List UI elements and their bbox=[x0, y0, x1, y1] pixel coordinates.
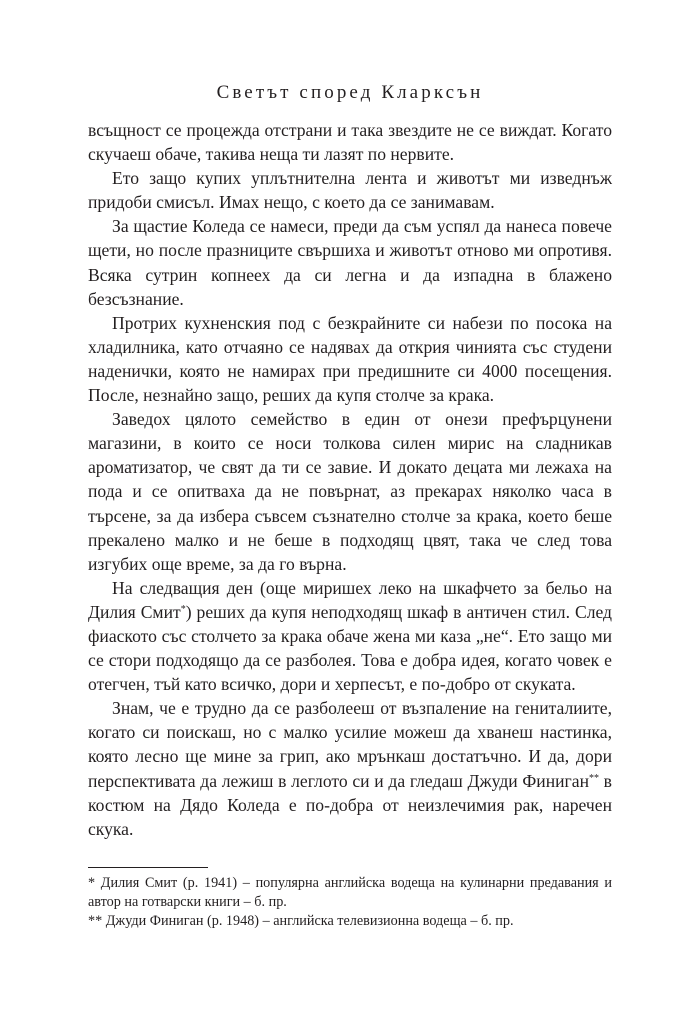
paragraph-with-footnote-ref bbox=[88, 576, 612, 696]
paragraph: Ето защо купих уплътнителна лента и животът ми изведнъж придоби смисъл. Имах нещо, с което да се занимавам. bbox=[88, 168, 612, 213]
paragraph: Заведох цялото семейство в един от онези префърцунени магазини, в които се носи толкова силен мирис на сладникав ароматизатор, че свят да ти се завие. И докато децата ми лежаха на пода и се опитваха да не повърнат, аз прекарах няколко часа в търсене, за да избера съвсем съзнателно столче за крака, което беше прекалено малко и не беше в подходящ цвят, така че след това изгубих още време, за да го върна. bbox=[88, 409, 612, 574]
footnote: * Дилия Смит (р. 1941) – популярна английска водеща на кулинарни предавания и автор на готварски книги – б. пр. bbox=[88, 875, 612, 910]
paragraph-text: в костюм на Дядо Коледа е по-добра от неизлечимия рак, наречен скука. bbox=[88, 770, 612, 839]
body-text bbox=[88, 118, 612, 841]
paragraph-text: ) реших да купя неподходящ шкаф в античен стил. След фиаското със столчето за крака обаче жена ми каза „не“. Ето защо ми се стори подходящо да се разболея. Това е добра идея, когато човек е отегчен, тъй като всичко, дори и херпесът, е по-добро от скуката. bbox=[88, 601, 613, 695]
paragraph-continued: всъщност се процежда отстрани и така звездите не се виждат. Когато скучаеш обаче, такива неща ти лазят по нервите. bbox=[88, 120, 612, 165]
paragraph-text: На следващия ден (още миришех леко на шкафчето за бельо на Дилия Смит bbox=[88, 577, 612, 622]
running-head-title: Светът според Кларксън bbox=[216, 82, 484, 103]
footnote-reference: * bbox=[180, 603, 186, 615]
footnote-divider bbox=[88, 867, 208, 868]
paragraph: Протрих кухненския под с безкрайните си набези по посока на хладилника, като отчаяно се надявах да открия чинията със студени наденички, която не намирах при предишните си 4000 посещения. После, незнайно защо, реших да купя столче за крака. bbox=[88, 312, 612, 406]
footnotes bbox=[88, 874, 612, 931]
paragraph-with-footnote-ref bbox=[88, 696, 612, 841]
paragraph-text: Знам, че е трудно да се разболееш от възпаление на гениталиите, когато си поискаш, но с малко усилие можеш да хванеш настинка, която лесно ще мине за грип, ако мрънкаш достатъчно. И да, дори перспективата да лежиш в леглото си и да гледаш Джуди Финиган bbox=[88, 698, 612, 791]
footnote: ** Джуди Финиган (р. 1948) – английска телевизионна водеща – б. пр. bbox=[88, 913, 514, 929]
paragraph: За щастие Коледа се намеси, преди да съм успял да нанеса повече щети, но после празниците свършиха и животът отново ми опротивя. Всяка сутрин копнеех да си легна и да изпадна в блажено безсъзнание. bbox=[88, 216, 612, 309]
footnote-reference: ** bbox=[588, 772, 599, 784]
